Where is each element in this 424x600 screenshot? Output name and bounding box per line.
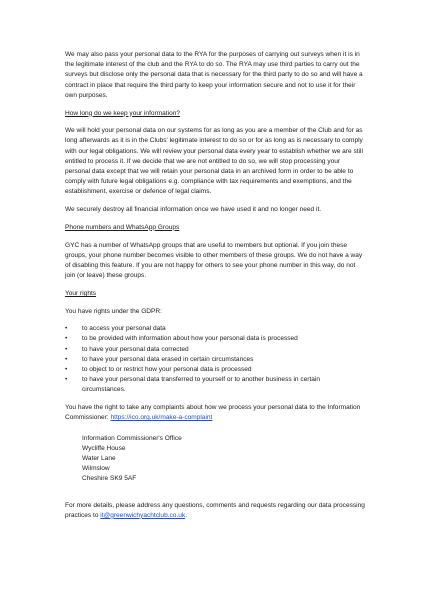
list-item-text: to access your personal data (82, 325, 166, 333)
financial-destruction-paragraph: We securely destroy all financial information once we have used it and no longer need it. (65, 206, 322, 214)
bullet-icon: • (65, 345, 68, 353)
bullet-icon: • (65, 325, 68, 333)
list-item-text: to object to or restrict how your personal data is processed (82, 366, 252, 374)
address-line: Wycliffe House (82, 444, 126, 452)
whatsapp-paragraph: GYC has a number of WhatsApp groups that are useful to members but optional. If you join these groups, your phone number becomes visible to other members of these groups. We do not have a way of disabling this feature. If you are not happy for others to see your phone number in this way, do not join (or leave) these groups. (65, 241, 363, 280)
address-line: Wilmslow (82, 465, 110, 473)
list-item (65, 375, 365, 395)
complaint-paragraph (65, 403, 365, 423)
rights-heading: Your rights (65, 289, 97, 297)
address-line: Information Commissioner's Office (82, 434, 182, 442)
address-line: Cheshire SK9 5AF (82, 475, 137, 483)
list-item (65, 345, 365, 355)
complaint-text: You have the right to take any complaints about how we process your personal data to the Information Commissioner: (65, 404, 361, 422)
list-item (65, 334, 365, 344)
intro-paragraph: We may also pass your personal data to the RYA for the purposes of carrying out surveys when it is in the legitimate interest of the club and the RYA to do so. The RYA may use third parties to carry out the surveys but disclose only the personal data that is necessary for the third party to do so and will have a contract in place that require the third party to keep your information secure and not to use it for their own purposes. (65, 51, 363, 99)
list-item (65, 365, 365, 375)
address-line: Water Lane (82, 455, 116, 462)
list-item (65, 324, 365, 334)
contact-text: For more details, please address any questions, comments and requests regarding our data processing practices to (65, 501, 365, 519)
retention-paragraph: We will hold your personal data on our systems for as long as you are a member of the Club and for as long afterwards as it is in the Clubs' legitimate interest to do so or for as long as is necessary to comply with our legal obligations. We will review your personal data every year to establish whether we are still entitled to process it. If we decide that we are not entitled to do so, we will stop processing your personal data except that we will retain your personal data in an archived form in order to be able to comply with future legal obligations e.g. compliance with tax requirements and exemptions, and the establishment, exercise or defence of legal claims. (65, 127, 363, 196)
list-item-text: to have your personal data corrected (82, 345, 189, 353)
whatsapp-heading: Phone numbers and WhatsApp Groups (65, 223, 180, 231)
list-item-text: to have your personal data transferred to yourself or to another business in certain circumstances. (82, 376, 321, 394)
list-item-text: to have your personal data erased in certain circumstances (82, 355, 254, 363)
bullet-icon: • (65, 355, 68, 363)
ico-address (82, 434, 365, 485)
contact-email-link[interactable]: it@greenwichyachtclub.co.uk (100, 511, 186, 519)
contact-paragraph (65, 501, 365, 521)
bullet-icon: • (65, 366, 68, 374)
document-page (65, 50, 365, 529)
rights-intro: You have rights under the GDPR: (65, 307, 162, 315)
list-item (65, 355, 365, 365)
bullet-icon: • (65, 335, 68, 343)
contact-suffix: . (185, 511, 188, 519)
rights-list (65, 324, 365, 395)
bullet-icon: • (65, 376, 68, 384)
retention-heading: How long do we keep your information? (65, 109, 180, 117)
ico-complaint-link[interactable]: https://ico.org.uk/make-a-complaint (110, 414, 213, 422)
list-item-text: to be provided with information about how your personal data is processed (82, 335, 298, 343)
